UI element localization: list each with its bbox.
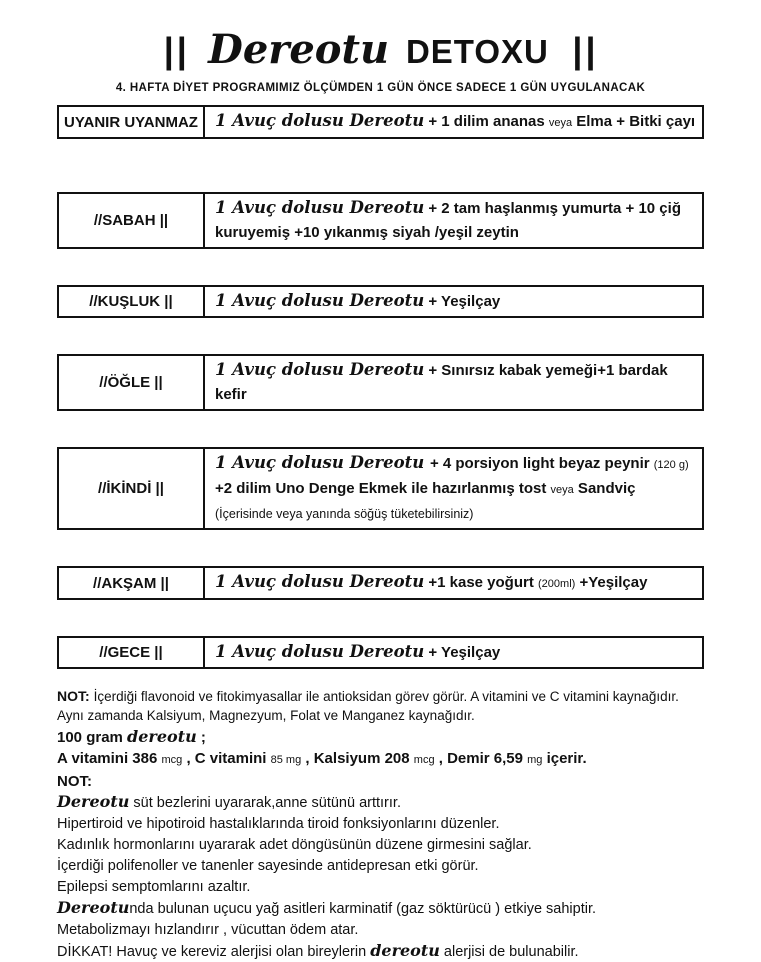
note-benefit-antidepressant: [57, 856, 704, 876]
text-segment: veya: [548, 117, 573, 129]
meal-row-sabah: [57, 192, 704, 249]
text-segment: Dereotu: [57, 898, 130, 917]
text-segment: + 4 porsiyon light beyaz peynir: [429, 455, 654, 472]
meal-description-line: [215, 196, 696, 245]
text-segment: içerir.: [542, 750, 587, 767]
meal-description-ikindi: [205, 449, 702, 528]
meal-description-line: [215, 502, 696, 526]
meal-description-line: [215, 109, 696, 135]
meal-description-line: [215, 477, 696, 502]
meal-time-label-kusluk: //KUŞLUK ||: [59, 287, 205, 316]
note-benefit-metabolism: [57, 920, 704, 940]
meal-time-label-uyanir-uyanmaz: UYANIR UYANMAZ: [59, 107, 205, 137]
text-segment: Metabolizmayı hızlandırır , vücuttan ödem atar.: [57, 922, 359, 938]
note-vitamins: [57, 749, 704, 770]
title-script-word: Dereotu: [208, 26, 390, 73]
meal-description-line: [215, 570, 696, 596]
meal-description-aksam: [205, 568, 702, 598]
text-segment: +Yeşilçay: [575, 574, 648, 591]
meal-description-kusluk: [205, 287, 702, 316]
text-segment: + Yeşilçay: [424, 293, 501, 310]
text-segment: Elma + Bitki çayı: [572, 113, 696, 130]
meal-description-gece: [205, 638, 702, 667]
meal-description-uyanir-uyanmaz: [205, 107, 702, 137]
text-segment: + 2 tam haşlanmış yumurta + 10 çiğ kuruyemiş +10 yıkanmış siyah /yeşil zeytin: [215, 200, 681, 241]
text-segment: 1 Avuç dolusu Dereotu: [215, 291, 425, 310]
text-segment: +2 dilim Uno Denge Ekmek ile hazırlanmış tost: [215, 480, 551, 497]
note-benefit-hormones: [57, 835, 704, 855]
text-segment: (İçerisinde veya yanında söğüş tüketebilirsiniz): [215, 507, 474, 521]
text-segment: 1 Avuç dolusu Dereotu: [215, 111, 425, 130]
text-segment: mcg: [161, 754, 183, 766]
text-segment: dereotu: [127, 727, 197, 746]
text-segment: + Sınırsız kabak yemeği+1 bardak kefir: [215, 362, 668, 403]
title-bold-word: DETOXU: [405, 33, 549, 70]
note-benefit-epilepsy: [57, 877, 704, 897]
text-segment: mcg: [413, 754, 435, 766]
text-segment: 1 Avuç dolusu Dereotu: [215, 360, 425, 379]
note-not-1: [57, 687, 704, 725]
text-segment: mg: [527, 754, 543, 766]
note-benefit-carminative: [57, 898, 704, 919]
text-segment: + 1 dilim ananas: [424, 113, 549, 130]
text-segment: +1 kase yoğurt: [424, 574, 539, 591]
text-segment: Epilepsi semptomlarını azaltır.: [57, 879, 251, 895]
text-segment: İçerdiği polifenoller ve tanenler sayesinde antidepresan etki görür.: [57, 858, 479, 874]
text-segment: (200ml): [538, 578, 576, 590]
title-right-bars: ||: [571, 30, 598, 71]
note-warning-allergy: [57, 941, 704, 962]
meal-time-label-aksam: //AKŞAM ||: [59, 568, 205, 598]
meal-row-uyanir-uyanmaz: [57, 105, 704, 139]
text-segment: veya: [550, 484, 574, 496]
text-segment: + Yeşilçay: [424, 644, 501, 661]
meal-description-ogle: [205, 356, 702, 409]
text-segment: , Kalsiyum 208: [301, 750, 414, 767]
text-segment: 100 gram: [57, 729, 128, 746]
meal-row-ikindi: [57, 447, 704, 530]
meal-time-label-sabah: //SABAH ||: [59, 194, 205, 247]
meal-time-label-gece: //GECE ||: [59, 638, 205, 667]
meal-description-sabah: [205, 194, 702, 247]
text-segment: Kadınlık hormonlarını uyararak adet döngüsünün düzene girmesini sağlar.: [57, 837, 532, 853]
meal-description-line: [215, 358, 696, 407]
text-segment: Hipertiroid ve hipotiroid hastalıklarında tiroid fonksiyonlarını düzenler.: [57, 816, 500, 832]
text-segment: (120 g): [653, 459, 689, 471]
text-segment: 1 Avuç dolusu Dereotu: [215, 453, 430, 472]
note-gram-line: [57, 727, 704, 747]
meal-row-aksam: [57, 566, 704, 600]
text-segment: 1 Avuç dolusu Dereotu: [215, 572, 425, 591]
meal-row-ogle: [57, 354, 704, 411]
meal-time-label-ogle: //ÖĞLE ||: [59, 356, 205, 409]
notes-section: [57, 687, 704, 962]
meal-row-kusluk: [57, 285, 704, 318]
text-segment: İçerdiği flavonoid ve fitokimyasallar ile antioksidan görev görür. A vitamini ve C vitamini kaynağıdır. Aynı zamanda Kalsiyum, Magnezyum, Folat ve Manganez kaynağıdır.: [57, 689, 679, 723]
page-title: [57, 26, 704, 73]
text-segment: NOT:: [57, 688, 94, 704]
text-segment: , Demir 6,59: [434, 750, 528, 767]
meal-table: [57, 105, 704, 669]
document-content: [0, 26, 761, 962]
meal-row-gece: [57, 636, 704, 669]
text-segment: Sandviç: [573, 480, 636, 497]
text-segment: 1 Avuç dolusu Dereotu: [215, 642, 425, 661]
meal-description-line: [215, 451, 696, 477]
note-benefit-thyroid: [57, 814, 704, 834]
text-segment: ;: [196, 729, 206, 746]
text-segment: Dereotu: [57, 792, 130, 811]
text-segment: A vitamini 386: [57, 750, 162, 767]
text-segment: nda bulunan uçucu yağ asitleri karminatif (gaz söktürücü ) etkiye sahiptir.: [129, 901, 597, 917]
text-segment: , C vitamini: [182, 750, 271, 767]
text-segment: dereotu: [370, 941, 440, 960]
meal-description-line: [215, 289, 696, 314]
text-segment: DİKKAT! Havuç ve kereviz alerjisi olan bireylerin: [57, 944, 371, 960]
text-segment: 85 mg: [270, 754, 302, 766]
note-benefit-milk: [57, 792, 704, 813]
diet-program-document: [0, 26, 761, 960]
text-segment: süt bezlerini uyararak,anne sütünü arttırır.: [129, 795, 401, 811]
note-not-2: [57, 772, 704, 791]
text-segment: 1 Avuç dolusu Dereotu: [215, 198, 425, 217]
text-segment: alerjisi de bulunabilir.: [439, 944, 579, 960]
meal-time-label-ikindi: //İKİNDİ ||: [59, 449, 205, 528]
text-segment: NOT:: [57, 773, 92, 790]
meal-description-line: [215, 640, 696, 665]
title-left-bars: ||: [163, 30, 190, 71]
program-subtitle: 4. HAFTA DİYET PROGRAMIMIZ ÖLÇÜMDEN 1 GÜN ÖNCE SADECE 1 GÜN UYGULANACAK: [115, 82, 646, 94]
